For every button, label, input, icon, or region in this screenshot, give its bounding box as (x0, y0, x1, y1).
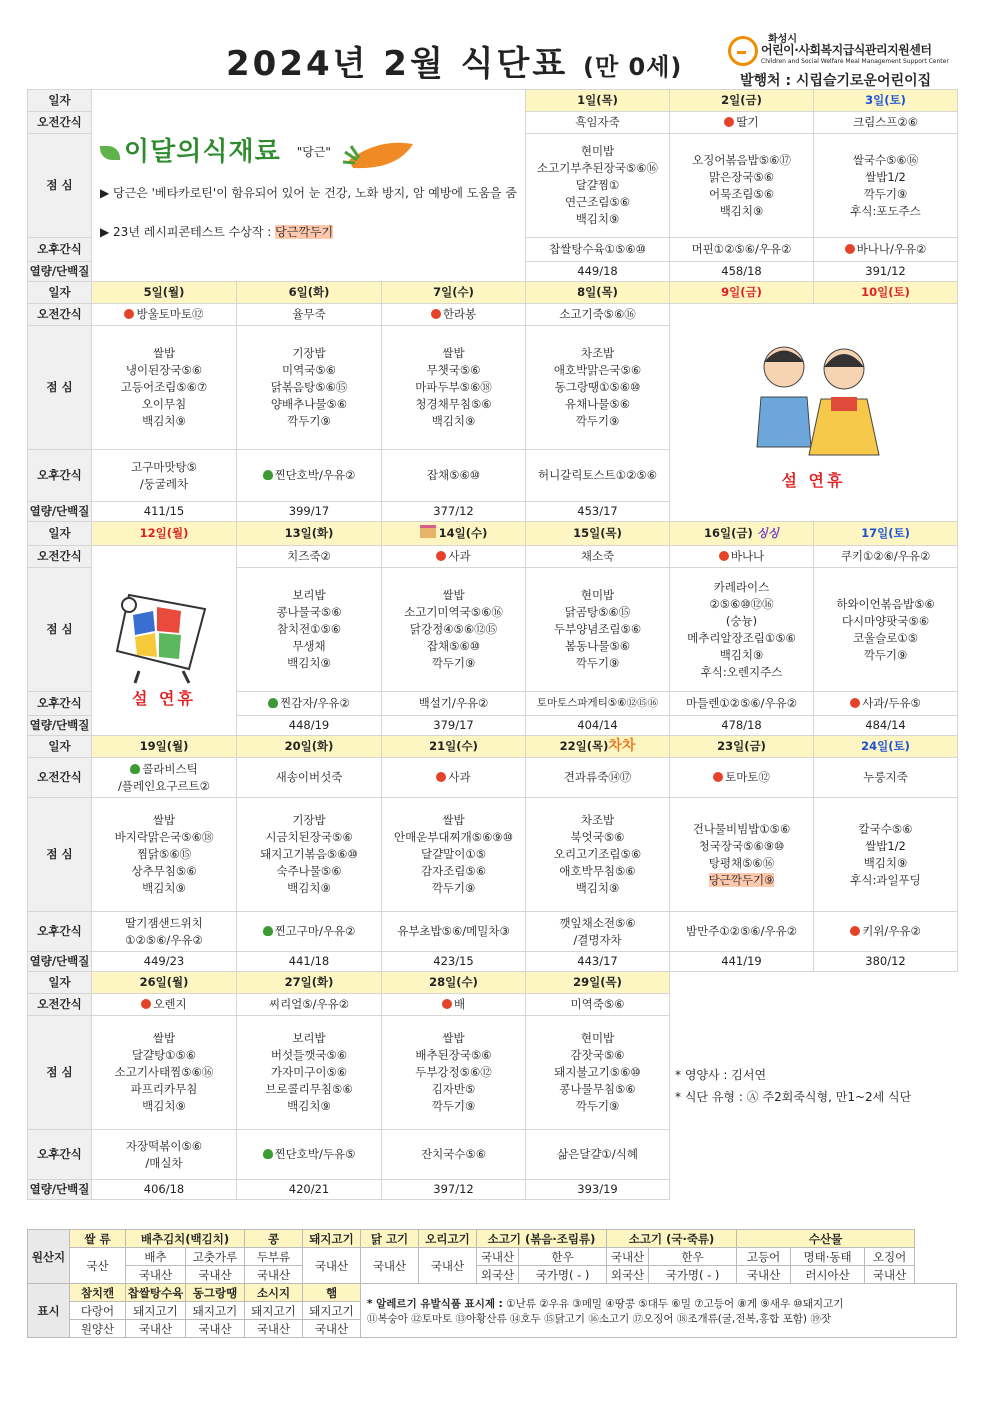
pm-snack: 사과/두유⑤ (814, 692, 958, 716)
broccoli-icon (130, 764, 140, 774)
apple-icon (436, 772, 446, 782)
lunch: 쌀밥 달걀탕①⑤⑥ 소고기사태찜⑤⑥⑯ 파프리카무침 백김치⑨ (92, 1016, 237, 1130)
kcal: 484/14 (814, 716, 958, 736)
allergy-legend: * 알레르기 유발식품 표시제 : ①난류 ②우유 ③메밀 ④땅콩 ⑤대두 ⑥밀 ⑦고등어 ⑧게 ⑨새우 ⑩돼지고기 ⑪복숭아 ⑫토마토 ⑬아황산류 ⑭호두 ⑮닭고기 ⑯소고기 ⑰오징어 ⑱조개류(굴,전복,홍합 포함) ⑲잣 (361, 1284, 957, 1338)
broccoli-icon (263, 1149, 273, 1159)
kcal: 397/12 (382, 1180, 526, 1200)
kcal: 441/19 (670, 952, 814, 972)
apple-icon (141, 999, 151, 1009)
pm-snack: 삶은달걀①/식혜 (526, 1130, 670, 1180)
am-snack: 치즈죽② (237, 546, 382, 568)
pm-snack: 잡채⑤⑥⑩ (382, 450, 526, 502)
origin-table: 원산지 쌀 류 배추김치(백김치) 콩 돼지고기 닭 고기 오리고기 소고기 (볶음·조림류) 소고기 (국·죽류) 수산물 국산 배추 고춧가루 두부류 국내산 국내산 국내산 국내산 한우 국내산 한우 고등어 명태·동태 오징어 국내산 국내산 국내산 외국산 국가명( - ) 외국산 국가명( - ) 국내산 러시아산 국내산 표시 참치캔 찹쌀탕수육 동그랑땡 소시지 햄 * 알레르기 유발식품 표시제 : ①난류 ②우유 ③메밀 ④땅콩 ⑤대두 ⑥밀 ⑦고등어 ⑧게 ⑨새우 ⑩돼지고기 ⑪복숭아 ⑫토마토 ⑬아황산류 ⑭호두 ⑮닭고기 ⑯소고기 ⑰오징어 ⑱조개류(굴,전복,홍합 포함) ⑲잣 다랑어 돼지고기 돼지고기 돼지고기 돼지고기 원양산 국내산 국내산 국내산 국내산 (27, 1229, 957, 1338)
pm-snack: 자장떡볶이⑤⑥ /매실차 (92, 1130, 237, 1180)
kcal: 406/18 (92, 1180, 237, 1200)
holiday-block: 설 연휴 (92, 546, 237, 736)
pm-snack: 찹쌀탕수육①⑤⑥⑩ (526, 238, 670, 262)
yut-board-icon (109, 575, 219, 685)
pm-snack: 깻잎채소전⑤⑥ /결명자차 (526, 912, 670, 952)
pm-snack: 찐감자/우유② (237, 692, 382, 716)
lunch: 하와이언볶음밥⑤⑥ 다시마양팟국⑤⑥ 코울슬로①⑤ 깍두기⑨ (814, 568, 958, 692)
new-menu-highlight: 당근깍두기⑨ (708, 872, 775, 887)
am-snack: 크림스프②⑥ (814, 112, 958, 134)
kcal: 380/12 (814, 952, 958, 972)
logo-icon (728, 36, 758, 66)
apple-icon (124, 309, 134, 319)
lunch: 쌀국수⑤⑥⑯ 쌀밥1/2 깍두기⑨ 후식:포도주스 (814, 134, 958, 238)
am-snack: 콜라비스틱 /플레인요구르트② (92, 758, 237, 798)
pm-snack: 키위/우유② (814, 912, 958, 952)
lunch: 현미밥 감잣국⑤⑥ 돼지불고기⑤⑥⑩ 콩나물무침⑤⑥ 깍두기⑨ (526, 1016, 670, 1130)
menu-table: 일자 이달의식재료 "당근" ▶ 당근은 '베타카로틴'이 함유되어 있어 눈 건강, 노화 방지, 암 예방에 도움을 줌 ▶ 23년 레시피콘테스트 수상작 : 당근깍두기 1일(목) 2일(금) 3일(토) 오전간식 흑임자죽 딸기 크림스프②⑥ 점 심 현미밥 소고기부추된장국⑤⑥⑯ 달걀찜① 연근조림⑤⑥ 백김치⑨ 오징어볶음밥⑤⑥⑰ 맑은장국⑤⑥ 어묵조림⑤⑥ 백김치⑨ 쌀국수⑤⑥⑯ 쌀밥1/2 깍두기⑨ 후식:포도주스 오후간식 찹쌀탕수육①⑤⑥⑩ 머핀①②⑤⑥/우유② 바나나/우유② 열량/단백질 449/18 458/18 391/12 일자 5일(월) 6일(화) 7일(수) 8일(목) 9일(금) 10일(토) 오전간식 방울토마토⑫ 율무죽 한라봉 소고기죽⑤⑥⑯ 설 연휴 점 심 쌀밥 냉이된장국⑤⑥ 고등어조림⑤⑥⑦ 오이무침 백김치⑨ 기장밥 미역국⑤⑥ 닭볶음탕⑤⑥⑮ 양배추나물⑤⑥ 깍두기⑨ 쌀밥 무챗국⑤⑥ 마파두부⑤⑥⑱ 청경채무침⑤⑥ 백김치⑨ 차조밥 애호박맑은국⑤⑥ 동그랑땡①⑤⑥⑩ 유채나물⑤⑥ 깍두기⑨ 오후간식 고구마맛탕⑤ /둥굴레차 찐단호박/우유② 잡채⑤⑥⑩ 허니갈릭토스트①②⑤⑥ 열량/단백질 411/15 399/17 377/12 453/17 일자 12일(월) 13일(화) 14일(수) 15일(목) 16일(금) 싱싱 17일(토) 오전간식 설 연휴 치즈죽② 사과 채소죽 바나나 쿠키①②⑥/우유② 점 심 보리밥 콩나물국⑤⑥ 참치전①⑤⑥ 무생채 백김치⑨ 쌀밥 소고기미역국⑤⑥⑯ 닭강정④⑤⑥⑫⑮ 잡채⑤⑥⑩ 깍두기⑨ 현미밥 닭곰탕⑤⑥⑮ 두부양념조림⑤⑥ 봄동나물⑤⑥ 깍두기⑨ 카레라이스 ②⑤⑥⑩⑫⑯ (숭늉) 메추리알장조림①⑤⑥ 백김치⑨ 후식:오렌지주스 하와이언볶음밥⑤⑥ 다시마양팟국⑤⑥ 코울슬로①⑤ 깍두기⑨ 오후간식 찐감자/우유② 백설기/우유② 토마토스파게티⑤⑥⑫⑮⑯ 마들렌①②⑤⑥/우유② 사과/두유⑤ 열량/단백질 448/19 379/17 404/14 478/18 484/14 일자 19일(월) 20일(화) 21일(수) 22일(목)차차 23일(금) 24일(토) 오전간식 콜라비스틱 /플레인요구르트② 새송이버섯죽 사과 견과류죽⑭⑰ 토마토⑫ 누룽지죽 점 심 쌀밥 바지락맑은국⑤⑥⑱ 찜닭⑤⑥⑮ 상추무침⑤⑥ 백김치⑨ 기장밥 시금치된장국⑤⑥ 돼지고기볶음⑤⑥⑩ 숙주나물⑤⑥ 백김치⑨ 쌀밥 안매운부대찌개⑤⑥⑨⑩ 달걀말이①⑤ 감자조림⑤⑥ 깍두기⑨ 차조밥 북엇국⑤⑥ 오리고기조림⑤⑥ 애호박무침⑤⑥ 백김치⑨ 건나물비빔밥①⑤⑥ 청국장국⑤⑥⑨⑩ 탕평채⑤⑥⑯ 당근깍두기⑨ 칼국수⑤⑥ 쌀밥1/2 백김치⑨ 후식:과일푸딩 오후간식 딸기잼샌드위치 ①②⑤⑥/우유② 찐고구마/우유② 유부초밥⑤⑥/메밀차③ 깻잎채소전⑤⑥ /결명자차 밤만주①②⑤⑥/우유② 키위/우유② 열량/단백질 449/23 441/18 423/15 443/17 441/19 380/12 일자 26일(월) 27일(화) 28일(수) 29일(목) * 영양사 : 김서연 * 식단 유형 : Ⓐ 주2회죽식형, 만1~2세 식단 오전간식 오렌지 씨리얼⑤/우유② 배 미역죽⑤⑥ 점 심 쌀밥 달걀탕①⑤⑥ 소고기사태찜⑤⑥⑯ 파프리카무침 백김치⑨ 보리밥 버섯들깻국⑤⑥ 가자미구이⑤⑥ 브로콜리무침⑤⑥ 백김치⑨ 쌀밥 배추된장국⑤⑥ 두부강정⑤⑥⑫ 김자반⑤ 깍두기⑨ 현미밥 감잣국⑤⑥ 돼지불고기⑤⑥⑩ 콩나물무침⑤⑥ 깍두기⑨ 오후간식 자장떡볶이⑤⑥ /매실차 찐단호박/두유⑤ 잔치국수⑤⑥ 삶은달걀①/식혜 열량/단백질 406/18 420/21 397/12 393/19 (27, 89, 958, 1200)
am-snack: 방울토마토⑫ (92, 304, 237, 326)
holiday-block: 설 연휴 (670, 304, 958, 522)
lunch: 보리밥 버섯들깻국⑤⑥ 가자미구이⑤⑥ 브로콜리무침⑤⑥ 백김치⑨ (237, 1016, 382, 1130)
broccoli-icon (268, 698, 278, 708)
broccoli-icon (263, 470, 273, 480)
lunch: 쌀밥 바지락맑은국⑤⑥⑱ 찜닭⑤⑥⑮ 상추무침⑤⑥ 백김치⑨ (92, 798, 237, 912)
am-snack: 소고기죽⑤⑥⑯ (526, 304, 670, 326)
kcal: 458/18 (670, 262, 814, 282)
lunch: 건나물비빔밥①⑤⑥ 청국장국⑤⑥⑨⑩ 탕평채⑤⑥⑯ 당근깍두기⑨ (670, 798, 814, 912)
pm-snack: 토마토스파게티⑤⑥⑫⑮⑯ (526, 692, 670, 716)
lunch: 카레라이스 ②⑤⑥⑩⑫⑯ (숭늉) 메추리알장조림①⑤⑥ 백김치⑨ 후식:오렌지주스 (670, 568, 814, 692)
publisher: 발행처 : 시립슬기로운어린이집 (740, 73, 932, 89)
lunch: 현미밥 닭곰탕⑤⑥⑮ 두부양념조림⑤⑥ 봄동나물⑤⑥ 깍두기⑨ (526, 568, 670, 692)
pm-snack: 고구마맛탕⑤ /둥굴레차 (92, 450, 237, 502)
kcal: 443/17 (526, 952, 670, 972)
apple-icon (431, 309, 441, 319)
am-snack: 배 (382, 994, 526, 1016)
pm-snack: 마들렌①②⑤⑥/우유② (670, 692, 814, 716)
kcal: 420/21 (237, 1180, 382, 1200)
carrot-icon (339, 130, 419, 176)
lunch: 칼국수⑤⑥ 쌀밥1/2 백김치⑨ 후식:과일푸딩 (814, 798, 958, 912)
apple-icon (442, 999, 452, 1009)
pm-snack: 바나나/우유② (814, 238, 958, 262)
apple-icon (719, 551, 729, 561)
page-title: 2024년 2월 식단표 (만 0세) (226, 44, 683, 84)
am-snack: 미역죽⑤⑥ (526, 994, 670, 1016)
am-snack: 견과류죽⑭⑰ (526, 758, 670, 798)
broccoli-icon (263, 926, 273, 936)
kcal: 478/18 (670, 716, 814, 736)
am-snack: 토마토⑫ (670, 758, 814, 798)
pm-snack: 유부초밥⑤⑥/메밀차③ (382, 912, 526, 952)
lunch: 쌀밥 안매운부대찌개⑤⑥⑨⑩ 달걀말이①⑤ 감자조림⑤⑥ 깍두기⑨ (382, 798, 526, 912)
lunch: 오징어볶음밥⑤⑥⑰ 맑은장국⑤⑥ 어묵조림⑤⑥ 백김치⑨ (670, 134, 814, 238)
pm-snack: 머핀①②⑤⑥/우유② (670, 238, 814, 262)
center-logo: 화성시 어린이·사회복지급식관리지원센터 Children and Social Welfare Meal Management Support Center (728, 30, 964, 70)
am-snack: 딸기 (670, 112, 814, 134)
kcal: 377/12 (382, 502, 526, 522)
lunch: 쌀밥 무챗국⑤⑥ 마파두부⑤⑥⑱ 청경채무침⑤⑥ 백김치⑨ (382, 326, 526, 450)
apple-icon (850, 698, 860, 708)
pm-snack: 잔치국수⑤⑥ (382, 1130, 526, 1180)
lunch: 쌀밥 소고기미역국⑤⑥⑯ 닭강정④⑤⑥⑫⑮ 잡채⑤⑥⑩ 깍두기⑨ (382, 568, 526, 692)
lunch: 쌀밥 냉이된장국⑤⑥ 고등어조림⑤⑥⑦ 오이무침 백김치⑨ (92, 326, 237, 450)
monthly-ingredient: 이달의식재료 "당근" ▶ 당근은 '베타카로틴'이 함유되어 있어 눈 건강, 노화 방지, 암 예방에 도움을 줌 ▶ 23년 레시피콘테스트 수상작 : 당근깍두기 (92, 90, 526, 282)
kcal: 411/15 (92, 502, 237, 522)
kcal: 448/19 (237, 716, 382, 736)
pm-snack: 찐단호박/두유⑤ (237, 1130, 382, 1180)
lunch: 차조밥 북엇국⑤⑥ 오리고기조림⑤⑥ 애호박무침⑤⑥ 백김치⑨ (526, 798, 670, 912)
lunch: 현미밥 소고기부추된장국⑤⑥⑯ 달걀찜① 연근조림⑤⑥ 백김치⑨ (526, 134, 670, 238)
kcal: 399/17 (237, 502, 382, 522)
am-snack: 쿠키①②⑥/우유② (814, 546, 958, 568)
kcal: 423/15 (382, 952, 526, 972)
kcal: 404/14 (526, 716, 670, 736)
kcal: 449/18 (526, 262, 670, 282)
kcal: 391/12 (814, 262, 958, 282)
kcal: 453/17 (526, 502, 670, 522)
pm-snack: 딸기잼샌드위치 ①②⑤⑥/우유② (92, 912, 237, 952)
notes: * 영양사 : 김서연 * 식단 유형 : Ⓐ 주2회죽식형, 만1~2세 식단 (675, 1067, 912, 1104)
apple-icon (850, 926, 860, 936)
kcal: 379/17 (382, 716, 526, 736)
am-snack: 누룽지죽 (814, 758, 958, 798)
am-snack: 바나나 (670, 546, 814, 568)
apple-icon (436, 551, 446, 561)
lunch: 기장밥 시금치된장국⑤⑥ 돼지고기볶음⑤⑥⑩ 숙주나물⑤⑥ 백김치⑨ (237, 798, 382, 912)
am-snack: 오렌지 (92, 994, 237, 1016)
pm-snack: 허니갈릭토스트①②⑤⑥ (526, 450, 670, 502)
pm-snack: 찐고구마/우유② (237, 912, 382, 952)
lunch: 보리밥 콩나물국⑤⑥ 참치전①⑤⑥ 무생채 백김치⑨ (237, 568, 382, 692)
am-snack: 흑임자죽 (526, 112, 670, 134)
lunch: 차조밥 애호박맑은국⑤⑥ 동그랑땡①⑤⑥⑩ 유채나물⑤⑥ 깍두기⑨ (526, 326, 670, 450)
kcal: 441/18 (237, 952, 382, 972)
leaf-icon (100, 146, 120, 160)
cake-icon (420, 525, 436, 538)
lunch: 기장밥 미역국⑤⑥ 닭볶음탕⑤⑥⑮ 양배추나물⑤⑥ 깍두기⑨ (237, 326, 382, 450)
hanbok-children-icon (739, 337, 889, 467)
apple-icon (713, 772, 723, 782)
apple-icon (845, 244, 855, 254)
pm-snack: 밤만주①②⑤⑥/우유② (670, 912, 814, 952)
kcal: 393/19 (526, 1180, 670, 1200)
am-snack: 한라봉 (382, 304, 526, 326)
am-snack: 사과 (382, 758, 526, 798)
am-snack: 씨리얼⑤/우유② (237, 994, 382, 1016)
apple-icon (724, 117, 734, 127)
kcal: 449/23 (92, 952, 237, 972)
am-snack: 새송이버섯죽 (237, 758, 382, 798)
am-snack: 율무죽 (237, 304, 382, 326)
pm-snack: 백설기/우유② (382, 692, 526, 716)
lunch: 쌀밥 배추된장국⑤⑥ 두부강정⑤⑥⑫ 김자반⑤ 깍두기⑨ (382, 1016, 526, 1130)
am-snack: 채소죽 (526, 546, 670, 568)
am-snack: 사과 (382, 546, 526, 568)
pm-snack: 찐단호박/우유② (237, 450, 382, 502)
